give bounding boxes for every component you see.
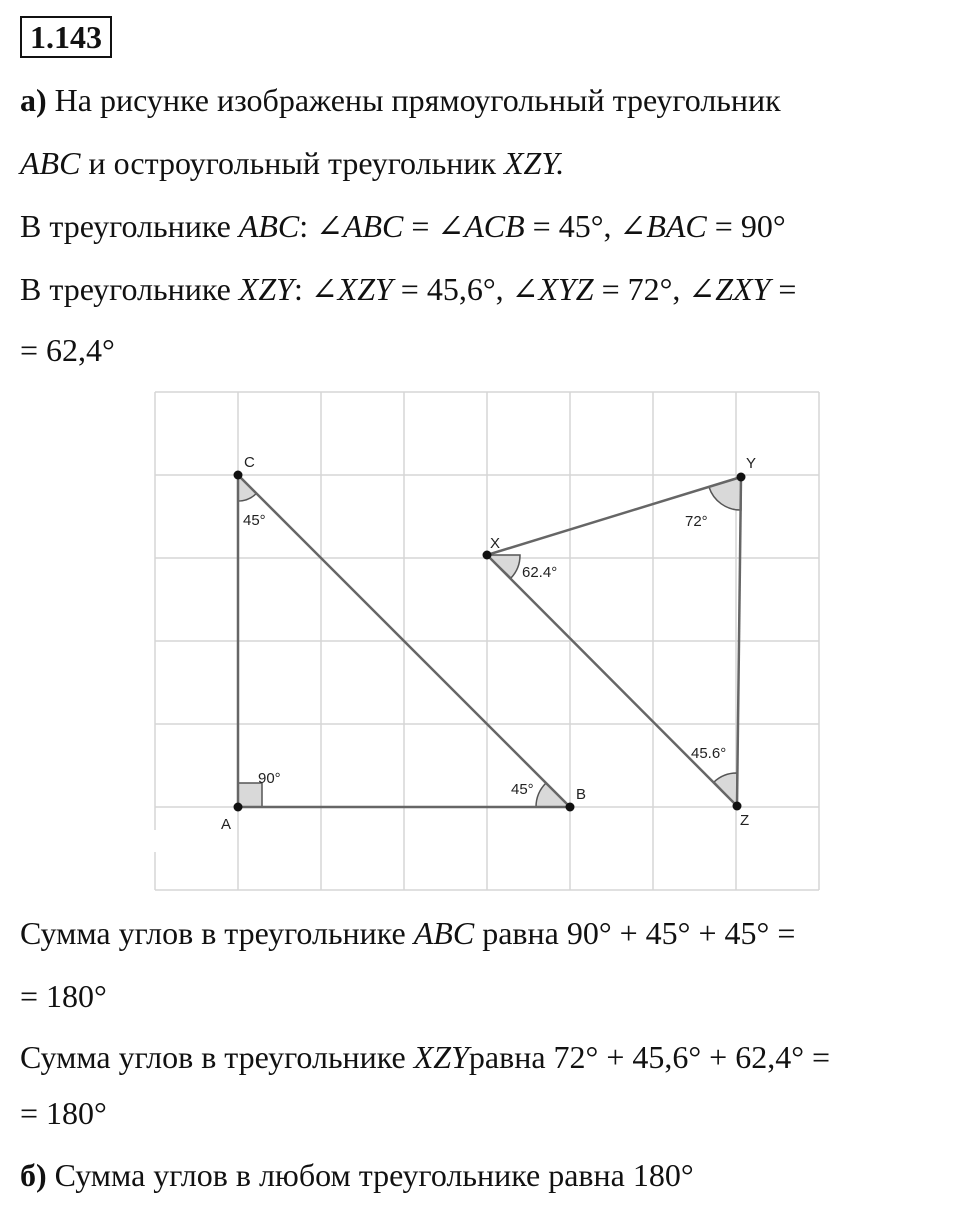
triangle-abc-name: ABC: [20, 145, 81, 181]
part-a-marker: а): [20, 82, 47, 118]
angle-label-y: 72°: [685, 513, 708, 530]
sum-abc-result: = 180°: [20, 978, 107, 1014]
abc-colon: :: [299, 208, 317, 244]
sum-xzy-result: = 180°: [20, 1095, 107, 1131]
xzy-value-2: = 72°,: [593, 271, 689, 307]
angle-xyz: ∠XYZ: [511, 271, 594, 307]
label-point-y: Y: [746, 455, 757, 472]
abc-eq: =: [403, 208, 438, 244]
part-a-period: .: [556, 145, 565, 181]
sum-abc-line: [20, 913, 795, 953]
angle-xzy: ∠XZY: [310, 271, 393, 307]
sum-abc-tri: ABC: [413, 915, 475, 951]
abc-prefix: В треугольнике: [20, 208, 239, 244]
sum-xzy-text-2: равна 72° + 45,6° + 62,4° =: [468, 1039, 831, 1075]
part-b-text: Сумма углов в любом треугольнике равна 180°: [46, 1157, 694, 1193]
angle-acb: ∠ACB: [437, 208, 525, 244]
angle-label-z: 45.6°: [691, 745, 727, 762]
label-point-b: B: [576, 786, 587, 803]
xzy-colon: :: [293, 271, 311, 307]
edge-xz: [487, 555, 737, 806]
angle-label-x: 62.4°: [522, 564, 558, 581]
angle-abc: ∠ABC: [316, 208, 404, 244]
sum-xzy-line: [20, 1037, 830, 1077]
xzy-prefix: В треугольнике: [20, 271, 239, 307]
part-a-text-1: На рисунке изображены прямоугольный треугольник: [54, 82, 781, 118]
point-labels: [221, 454, 756, 833]
abc-value-1: = 45°,: [524, 208, 620, 244]
part-b-marker: б): [20, 1157, 47, 1193]
triangle-xzy-name: XZY: [503, 145, 557, 181]
vertex-z: [733, 802, 742, 811]
angle-label-a: 90°: [258, 770, 281, 787]
problem-number: 1.143: [20, 16, 112, 58]
label-point-x: X: [490, 535, 501, 552]
part-a-text-2: и остроугольный треугольник: [80, 145, 504, 181]
angle-label-c: 45°: [243, 512, 266, 529]
sum-xzy-tri: XZY: [413, 1039, 469, 1075]
xzy-angles-continuation: = 62,4°: [20, 332, 115, 368]
vertex-a: [234, 803, 243, 812]
part-b-line: [20, 1155, 694, 1195]
label-point-a: A: [221, 816, 232, 833]
xzy-tri: XZY: [238, 271, 294, 307]
abc-value-2: = 90°: [706, 208, 786, 244]
abc-tri: ABC: [238, 208, 300, 244]
sum-xzy-text-1: Сумма углов в треугольнике: [20, 1039, 414, 1075]
vertex-b: [566, 803, 575, 812]
angle-zxy: ∠ZXY: [688, 271, 771, 307]
xzy-value-1: = 45,6°,: [392, 271, 512, 307]
angle-label-b: 45°: [511, 781, 534, 798]
angle-bac: ∠BAC: [619, 208, 707, 244]
label-point-c: C: [244, 454, 255, 471]
vertex-c: [234, 471, 243, 480]
xzy-value-3: =: [770, 271, 797, 307]
sum-abc-text-1: Сумма углов в треугольнике: [20, 915, 414, 951]
sum-abc-text-2: равна 90° + 45° + 45° =: [474, 915, 796, 951]
label-point-z: Z: [740, 812, 750, 829]
vertex-y: [737, 473, 746, 482]
